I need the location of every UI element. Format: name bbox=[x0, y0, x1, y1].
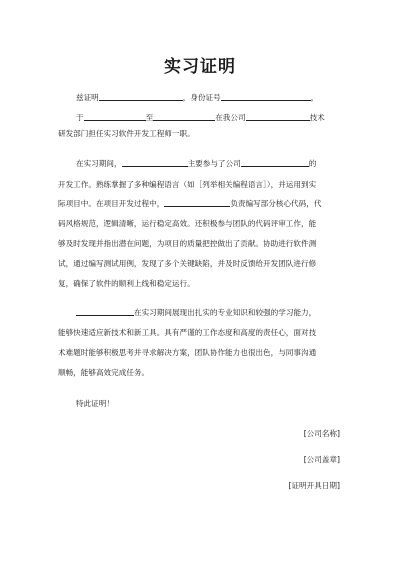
intern-name-blank[interactable] bbox=[122, 158, 188, 167]
para2-line7: 复，确保了软件的顺利上线和稳定运行。 bbox=[58, 279, 195, 288]
company-blank[interactable] bbox=[246, 112, 310, 121]
para2-line6: 试，通过编写测试用例，发现了多个关键缺陷，并及时反馈给开发团队进行修 bbox=[58, 259, 317, 268]
para1-line3: 研发部门担任实习软件开发工程师一职。 bbox=[58, 129, 195, 138]
para3-line2: 能够快速适应新技术和新工具。具有严谨的工作态度和高度的责任心，面对技 bbox=[58, 328, 317, 337]
para2-line5: 够及时发现并指出潜在问题，为项目的质量把控做出了贡献。协助进行软件测 bbox=[58, 239, 317, 248]
start-date-blank[interactable] bbox=[84, 112, 146, 121]
intern-name-blank-2[interactable] bbox=[164, 198, 230, 207]
para1-line1: 兹证明 ，身份证号 ， bbox=[76, 93, 319, 102]
issue-date: [证明开具日期] bbox=[288, 481, 340, 490]
para2-line1: 在实习期间， 主要参与了公司 的 bbox=[76, 159, 317, 168]
company-seal: [公司盖章] bbox=[303, 455, 340, 464]
id-number-blank[interactable] bbox=[221, 92, 311, 101]
closing-text: 特此证明！ bbox=[76, 399, 114, 408]
para3-line3: 术难题时能够积极思考并寻求解决方案，团队协作能力也很出色，与同事沟通 bbox=[58, 348, 317, 357]
intern-name-blank-3[interactable] bbox=[76, 307, 134, 316]
project-blank[interactable] bbox=[241, 158, 309, 167]
para1-line2: 于 至 在我公司 技术 bbox=[76, 113, 325, 122]
para3-line4: 顺畅，能够高效完成任务。 bbox=[58, 368, 150, 377]
para2-line3: 际项目中。在项目开发过程中， 负责编写部分核心代码，代 bbox=[58, 199, 322, 208]
company-name: [公司名称] bbox=[303, 429, 340, 438]
para3-line1: 在实习期间展现出扎实的专业知识和较强的学习能力， bbox=[76, 307, 316, 318]
end-date-blank[interactable] bbox=[153, 112, 215, 121]
page-title: 实习证明 bbox=[164, 57, 236, 77]
para2-line4: 码风格规范，逻辑清晰，运行稳定高效。还积极参与团队的代码评审工作，能 bbox=[58, 219, 317, 228]
para2-line2: 开发工作。熟练掌握了多种编程语言（如［列举相关编程语言］），并运用到实 bbox=[58, 180, 317, 189]
name-blank[interactable] bbox=[99, 92, 183, 101]
